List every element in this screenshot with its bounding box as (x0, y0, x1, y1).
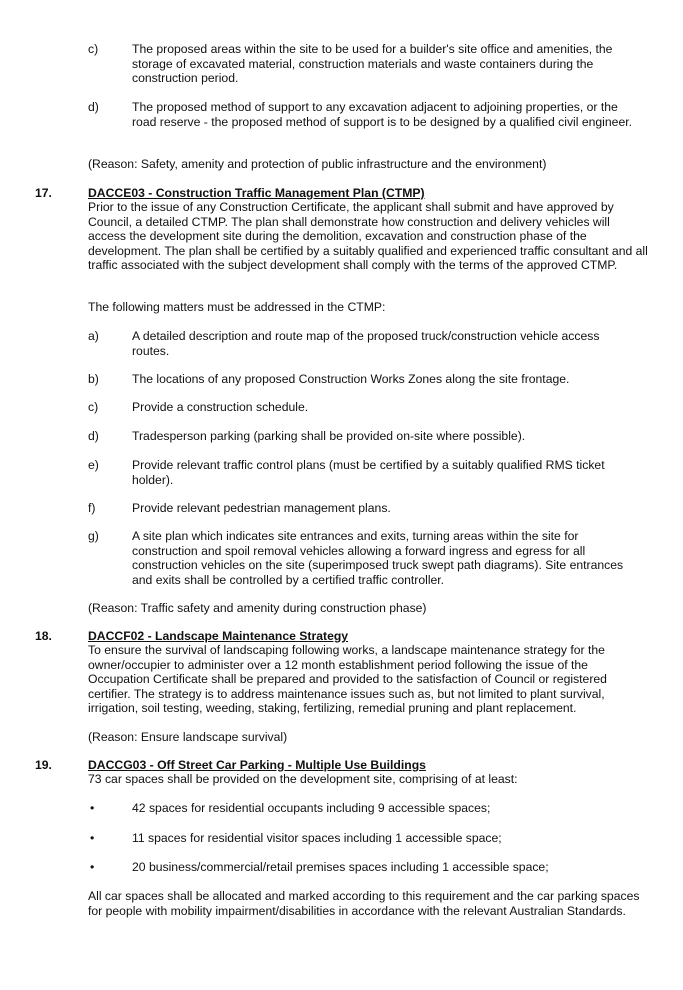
item-text: The proposed areas within the site to be used for a builder's site office and amenities, the storage of excavated material, construction materials and waste containers during the construction period. (132, 42, 613, 86)
item-text: Provide relevant traffic control plans (must be certified by a suitably qualified RMS ticket holder). (132, 458, 605, 487)
item-label: c) (88, 400, 99, 414)
section-body: To ensure the survival of landscaping following works, a landscape maintenance strategy for the owner/occupier to administer over a 12 month establishment period following the issue of the Occupation Certificate shall be prepared and provided to the satisfaction of Council or registered certifier. The strategy is to address maintenance issues such as, but not limited to plant survival, irrigation, soil testing, weeding, staking, fertilizing, remedial pruning and plant replacement. (88, 643, 607, 716)
section-lead: The following matters must be addressed in the CTMP: (88, 300, 386, 314)
section-number: 19. (35, 758, 52, 772)
section-title: DACCE03 - Construction Traffic Management Plan (CTMP) (88, 186, 425, 200)
item-label: f) (88, 501, 96, 515)
reason-text: (Reason: Ensure landscape survival) (88, 730, 288, 744)
item-text: Provide a construction schedule. (132, 400, 309, 414)
item-text: A detailed description and route map of the proposed truck/construction vehicle access routes. (132, 329, 600, 358)
section-number: 17. (35, 186, 52, 200)
bullet-icon: • (90, 831, 95, 845)
item-text: A site plan which indicates site entrances and exits, turning areas within the site for construction and spoil removal vehicles allowing a forward ingress and egress for all construction vehicles on the site (superimposed truck swept path diagrams). Site entrances and exits shall be controlled by a certified traffic controller. (132, 529, 624, 587)
bullet-text: 20 business/commercial/retail premises spaces including 1 accessible space; (132, 860, 549, 874)
reason-text: (Reason: Traffic safety and amenity during construction phase) (88, 601, 427, 615)
item-label: g) (88, 529, 99, 543)
section-body: 73 car spaces shall be provided on the development site, comprising of at least: (88, 772, 518, 786)
item-text: The locations of any proposed Construction Works Zones along the site frontage. (132, 372, 570, 386)
section-body: Prior to the issue of any Construction Certificate, the applicant shall submit and have approved by Council, a detailed CTMP. The plan shall demonstrate how construction and delivery vehicles will access the development site during the demolition, excavation and construction phase of the development. The plan shall be certified by a suitably qualified and experienced traffic consultant and all traffic associated with the subject development shall comply with the terms of the approved CTMP. (88, 200, 648, 273)
section-title: DACCF02 - Landscape Maintenance Strategy (88, 629, 349, 643)
bullet-text: 42 spaces for residential occupants including 9 accessible spaces; (132, 801, 491, 815)
item-label: e) (88, 458, 99, 472)
item-label: b) (88, 372, 99, 386)
item-text: The proposed method of support to any excavation adjacent to adjoining properties, or the road reserve - the proposed method of support is to be designed by a qualified civil engineer. (132, 100, 632, 129)
item-text: Provide relevant pedestrian management plans. (132, 501, 391, 515)
reason-text: (Reason: Safety, amenity and protection of public infrastructure and the environment) (88, 157, 547, 171)
bullet-icon: • (90, 860, 95, 874)
section-number: 18. (35, 629, 52, 643)
item-label: d) (88, 429, 99, 443)
section-title: DACCG03 - Off Street Car Parking - Multiple Use Buildings (88, 758, 426, 772)
bullet-text: 11 spaces for residential visitor spaces including 1 accessible space; (132, 831, 502, 845)
item-label: c) (88, 42, 99, 56)
item-label: d) (88, 100, 99, 114)
closing-text: All car spaces shall be allocated and marked according to this requirement and the car parking spaces for people with mobility impairment/disabilities in accordance with the relevant Australian Standards. (88, 889, 640, 918)
bullet-icon: • (90, 801, 95, 815)
item-text: Tradesperson parking (parking shall be provided on-site where possible). (132, 429, 526, 443)
item-label: a) (88, 329, 99, 343)
